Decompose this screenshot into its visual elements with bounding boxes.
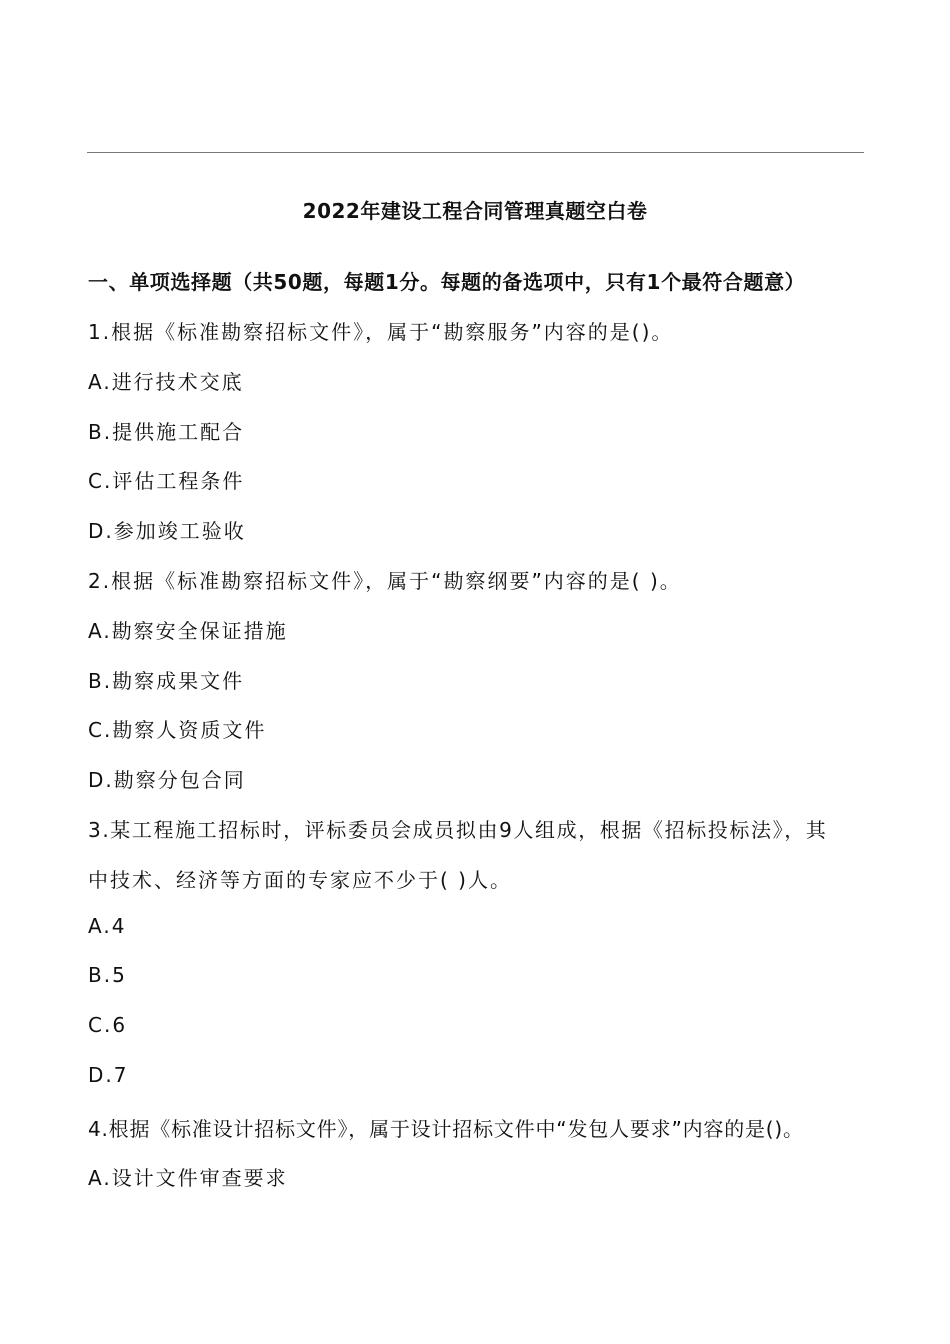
question-stem: 1.根据《标准勘察招标文件》，属于“勘察服务”内容的是()。 (88, 320, 674, 344)
question-stem: 3.某工程施工招标时，评标委员会成员拟由9人组成，根据《招标投标法》，其 (88, 818, 828, 842)
answer-option: A.勘察安全保证措施 (88, 619, 288, 643)
question-stem-continuation: 中技术、经济等方面的专家应不少于( )人。 (88, 868, 512, 892)
answer-option: A.4 (88, 914, 127, 938)
answer-option: D.7 (88, 1063, 129, 1087)
answer-option: C.评估工程条件 (88, 469, 245, 493)
document-title: 2022年建设工程合同管理真题空白卷 (302, 199, 648, 223)
answer-option: A.设计文件审查要求 (88, 1166, 288, 1190)
question-stem: 2.根据《标准勘察招标文件》，属于“勘察纲要”内容的是( )。 (88, 569, 682, 593)
question-stem: 4.根据《标准设计招标文件》，属于设计招标文件中“发包人要求”内容的是()。 (88, 1117, 804, 1141)
answer-option: D.参加竣工验收 (88, 519, 246, 543)
answer-option: C.6 (88, 1013, 128, 1037)
answer-option: B.5 (88, 963, 127, 987)
answer-option: C.勘察人资质文件 (88, 718, 267, 742)
header-rule (87, 152, 864, 153)
answer-option: A.进行技术交底 (88, 370, 244, 394)
answer-option: D.勘察分包合同 (88, 768, 246, 792)
answer-option: B.勘察成果文件 (88, 669, 245, 693)
answer-option: B.提供施工配合 (88, 420, 245, 444)
section-heading: 一、单项选择题（共50题，每题1分。每题的备选项中，只有1个最符合题意） (88, 270, 806, 294)
